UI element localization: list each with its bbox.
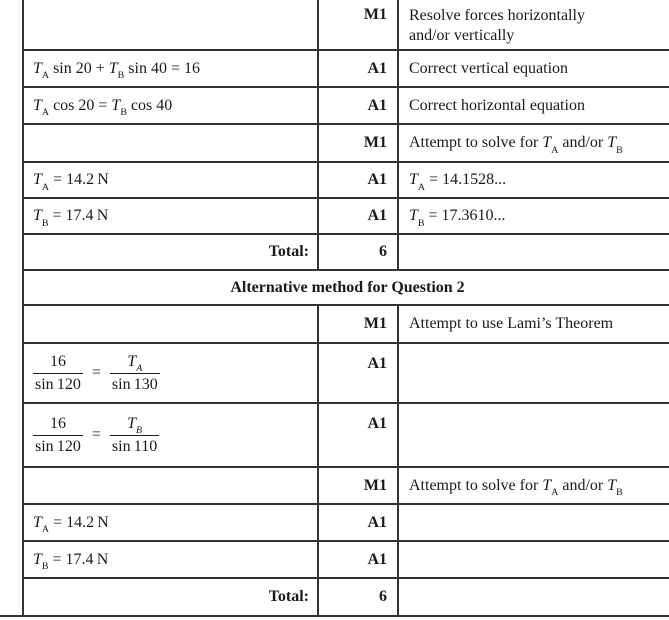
fraction-denominator: sin 120 [35,375,81,393]
comment-cell [399,344,669,402]
math-text: = 14.2 N [49,513,109,531]
comment-line: and/or vertically [409,27,515,44]
comment-cell [399,125,669,161]
mark-label: M1 [363,476,387,494]
math-var: T [409,207,418,224]
math-var: T [127,414,136,432]
fraction-numerator [110,415,159,436]
math-var: T [33,59,42,77]
working-cell [24,505,319,540]
mark-label: A1 [367,355,387,372]
fraction-denominator: sin 110 [111,437,158,455]
comment-cell [399,579,669,615]
mark-scheme-table [22,0,669,617]
fraction-denominator: sin 130 [111,375,158,393]
math-sub: A [551,144,559,156]
fraction [110,353,160,394]
math-var: T [542,134,552,151]
mark-cell [319,0,399,49]
fraction-equation [33,415,159,456]
comment-cell [399,0,669,49]
mark-cell [319,199,399,233]
mark-label: A1 [367,171,387,188]
math-sub: B [117,70,125,82]
math-var: T [409,171,418,188]
table-row [24,306,669,344]
math-var: T [607,476,617,494]
table-row [24,468,669,505]
fraction-numerator [110,353,160,374]
comment-cell [399,404,669,466]
comment-cell [399,542,669,577]
comment-cell [399,88,669,123]
math-sub: A [41,107,50,119]
mark-cell [319,163,399,197]
math-text: = 14.1528... [425,171,507,188]
mark-cell [319,51,399,86]
math-sub: A [136,363,143,375]
math-var: T [33,171,42,188]
comment-cell [399,306,669,342]
alternative-method-header: Alternative method for Question 2 [230,278,465,296]
mark-cell [319,88,399,123]
table-row [24,88,669,125]
comment-text [409,476,623,499]
math-sub: B [135,425,143,437]
math-var: T [108,59,118,77]
total-value-cell [319,235,399,269]
total-label: Total: [268,243,309,260]
mark-label: M1 [363,315,387,332]
equals-sign: = [91,426,101,443]
table-row [24,199,669,235]
table-row [24,542,669,579]
math-sub: A [41,181,50,193]
math-sub: B [417,217,425,229]
mark-label: A1 [367,550,387,568]
math-text: cos 40 [126,96,173,114]
math-text: and/or [558,134,608,151]
math-var: T [33,207,42,224]
math-text: sin 20 + [49,59,109,77]
math-var: T [33,513,42,531]
total-label-cell [24,235,319,269]
table-row [24,0,669,51]
math-sub: A [41,524,50,536]
mark-cell [319,404,399,466]
math-sub: A [41,70,50,82]
comment-text: Attempt to use Lami’s Theorem [409,315,614,332]
mark-cell [319,125,399,161]
working-cell [24,51,319,86]
working-expression [33,207,109,229]
comment-cell [399,505,669,540]
comment-text: Correct vertical equation [409,59,569,77]
fraction [33,415,83,456]
working-cell [24,0,319,49]
comment-text [409,171,507,193]
comment-cell [399,235,669,269]
comment-cell [399,163,669,197]
mark-cell [319,306,399,342]
math-var: T [127,352,137,370]
mark-label: A1 [367,513,387,531]
math-text: = 17.4 N [48,207,109,224]
comment-line: Resolve forces horizontally [409,7,585,24]
working-cell [24,199,319,233]
math-var: T [542,476,552,494]
working-cell [24,468,319,503]
math-sub: B [616,487,623,499]
mark-label: A1 [367,96,387,114]
working-expression [33,59,200,82]
math-sub: B [616,144,623,156]
math-sub: B [41,561,49,573]
math-text: Attempt to solve for [409,476,543,494]
mark-label: M1 [363,6,387,23]
table-row [24,344,669,404]
working-expression [33,96,173,119]
math-text: Attempt to solve for [409,134,543,151]
working-cell [24,125,319,161]
working-cell [24,542,319,577]
working-cell [24,163,319,197]
comment-text: Correct horizontal equation [409,96,585,114]
mark-label: A1 [367,207,387,224]
alternative-method-header-row [24,271,669,306]
working-expression [33,171,109,193]
comment-text [409,134,623,156]
math-sub: A [551,487,559,499]
fraction [33,353,83,394]
total-label: Total: [268,588,309,605]
math-var: T [111,96,121,114]
total-label-cell [24,579,319,615]
comment-cell [399,51,669,86]
math-sub: B [41,217,49,229]
total-value: 6 [379,243,387,260]
comment-text [409,207,506,229]
mark-cell [319,542,399,577]
working-cell [24,306,319,342]
math-var: T [607,134,617,151]
mark-cell [319,505,399,540]
mark-label: A1 [367,415,387,432]
table-row [24,163,669,199]
alternative-method-header-cell [24,271,669,304]
working-cell [24,344,319,402]
math-text: = 17.4 N [48,550,109,568]
fraction [110,415,159,456]
total-value-cell [319,579,399,615]
math-var: T [33,96,42,114]
total-row [24,579,669,617]
fraction-numerator: 16 [33,353,83,374]
table-row [24,404,669,468]
mark-cell [319,468,399,503]
math-var: T [33,550,42,568]
working-cell [24,88,319,123]
math-text: cos 20 = [49,96,112,114]
mark-label: M1 [363,134,387,151]
fraction-denominator: sin 120 [35,437,81,455]
mark-cell [319,344,399,402]
mark-label: A1 [367,59,387,77]
equals-sign: = [91,364,101,381]
working-expression [33,550,109,573]
working-expression [33,513,109,536]
table-row [24,125,669,163]
math-text: = 14.2 N [49,171,109,188]
table-row [24,505,669,542]
total-row [24,235,669,271]
bottom-rule [0,615,22,617]
table-row [24,51,669,88]
working-cell [24,404,319,466]
math-sub: A [417,181,426,193]
math-text: and/or [558,476,608,494]
fraction-equation [33,353,160,394]
comment-cell [399,199,669,233]
math-text: sin 40 = 16 [124,59,200,77]
math-text: = 17.3610... [424,207,506,224]
total-value: 6 [379,588,387,605]
comment-cell [399,468,669,503]
fraction-numerator: 16 [33,415,83,436]
math-sub: B [120,107,127,119]
